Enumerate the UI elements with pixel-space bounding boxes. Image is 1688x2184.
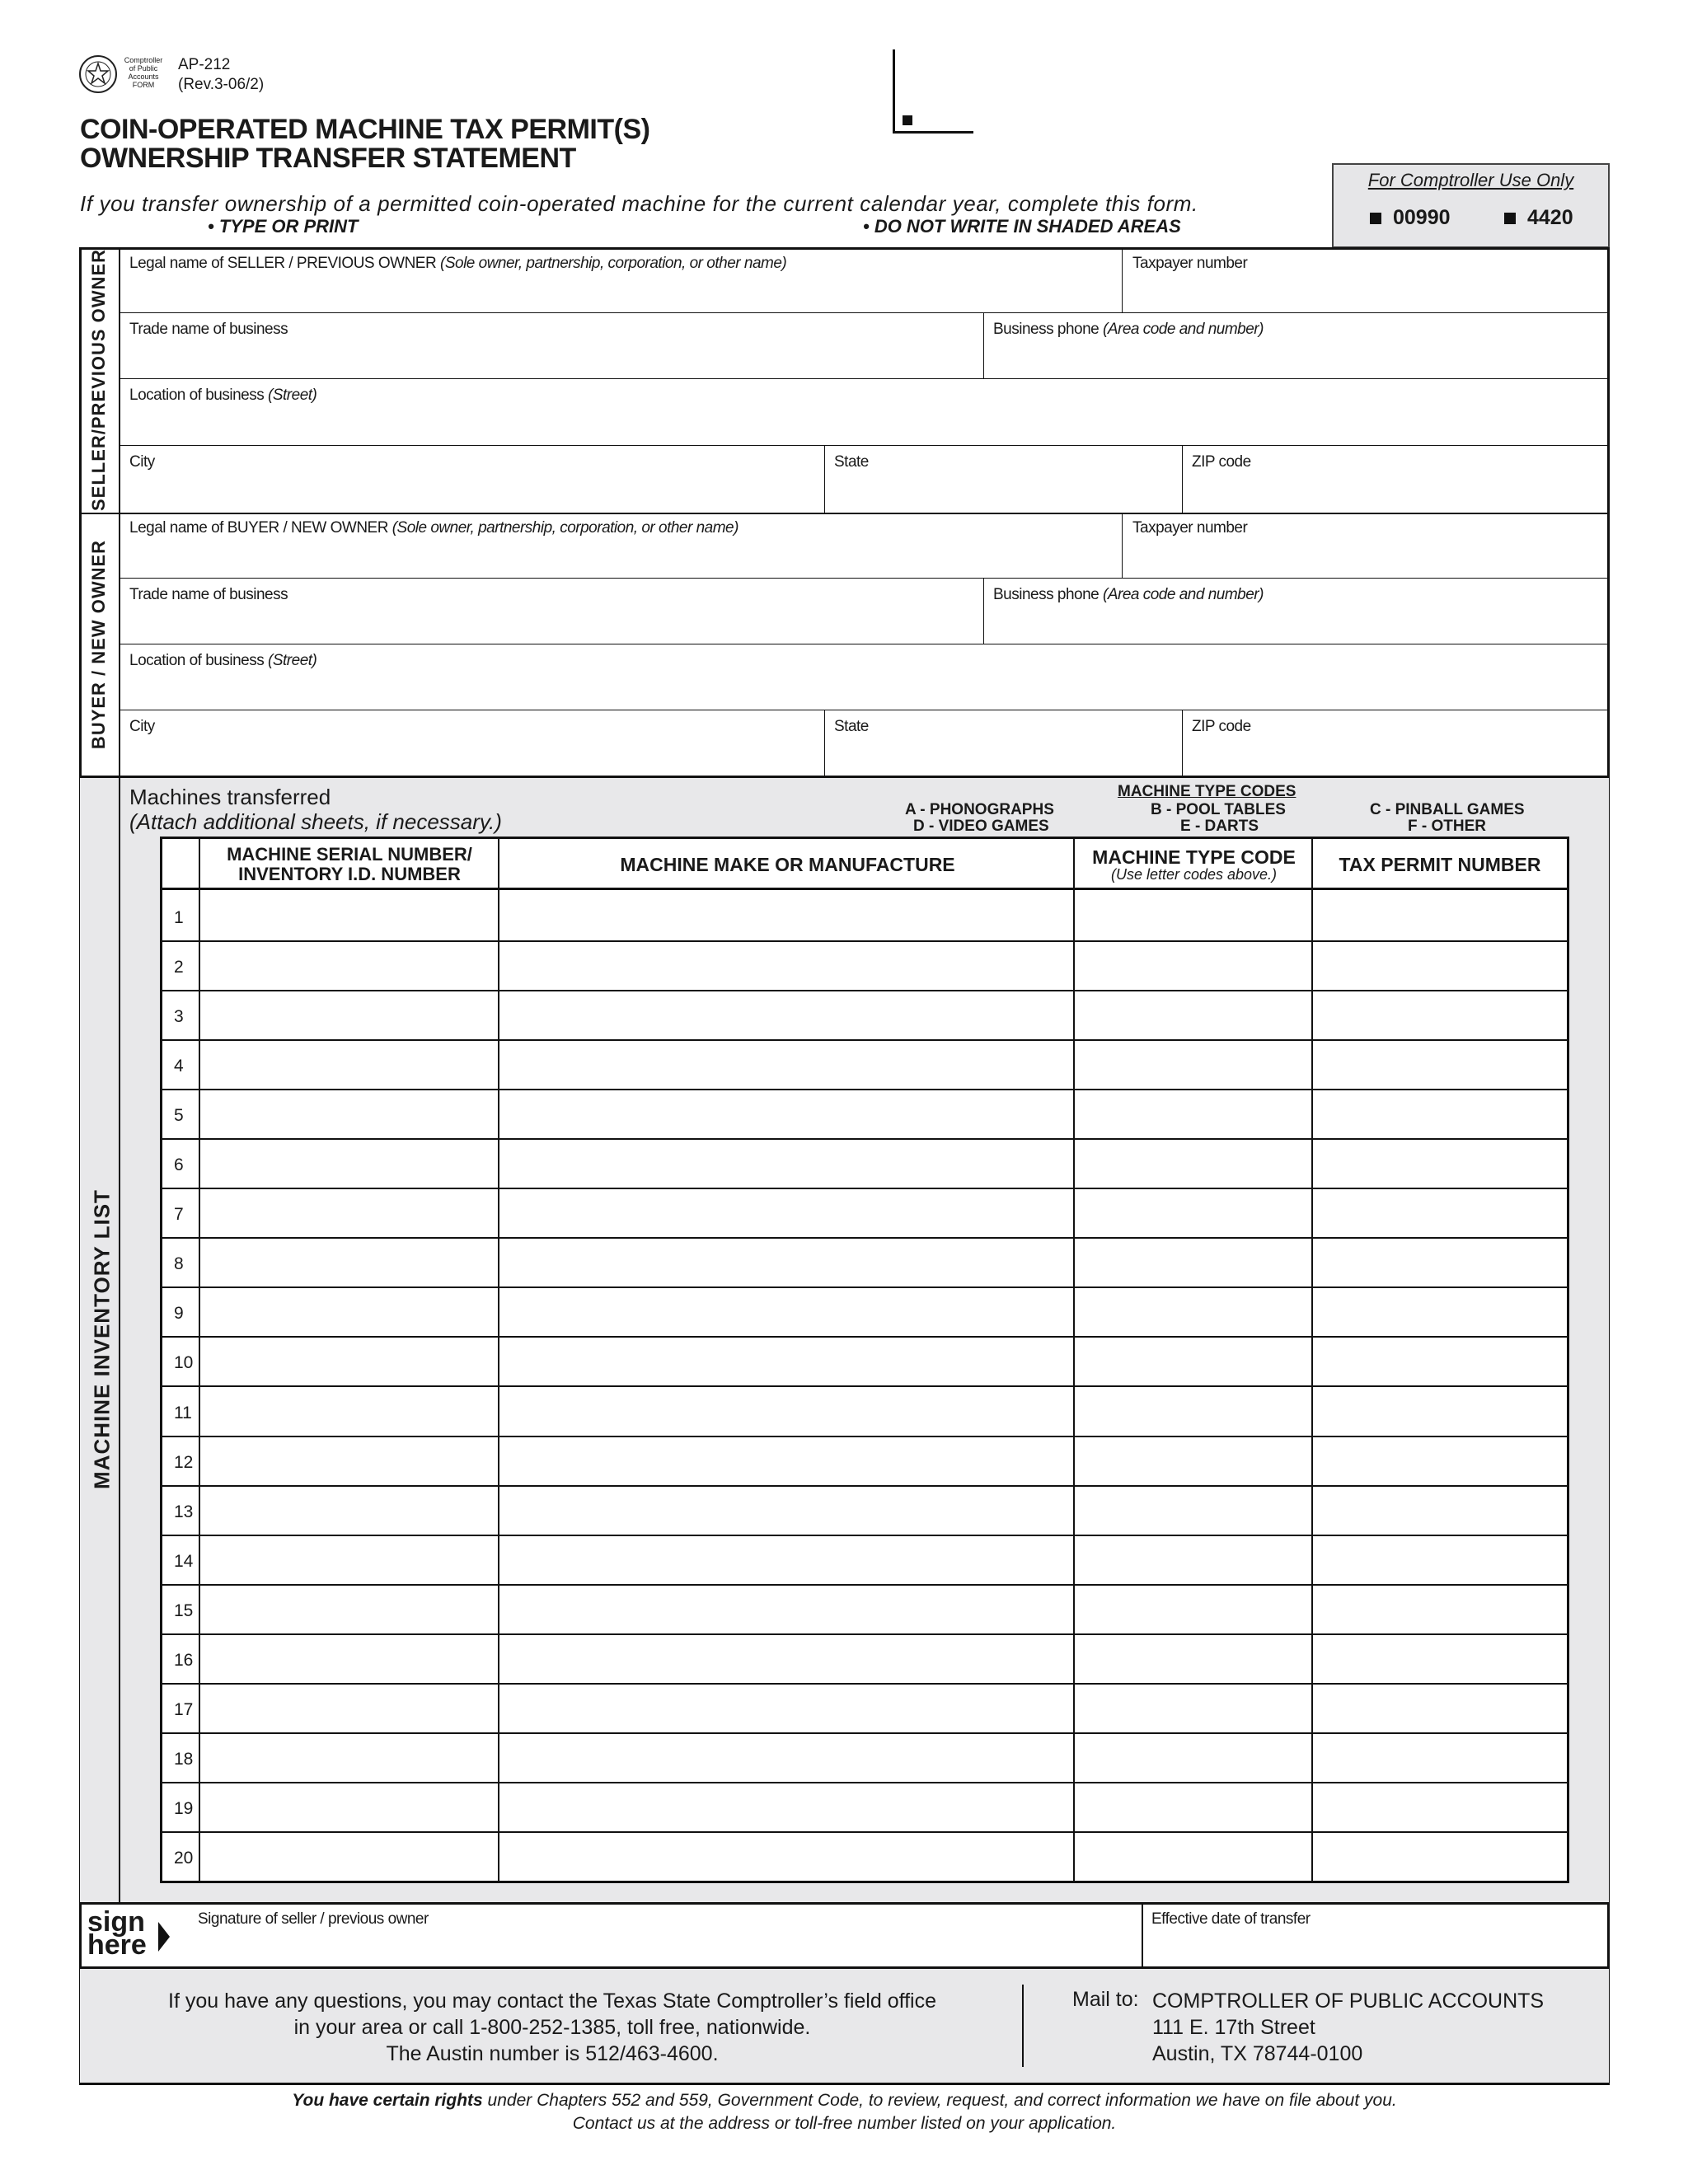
make-cell[interactable] xyxy=(500,1189,1073,1237)
seller-signature-field[interactable]: Signature of seller / previous owner xyxy=(198,1910,429,1928)
shaded-areas-note: • DO NOT WRITE IN SHADED AREAS xyxy=(863,216,1181,237)
make-cell[interactable] xyxy=(500,1388,1073,1436)
type-code-a: A - PHONOGRAPHS xyxy=(905,801,1054,818)
col-header-serial: MACHINE SERIAL NUMBER/ INVENTORY I.D. NUMBER xyxy=(227,844,472,884)
make-cell[interactable] xyxy=(500,1635,1073,1683)
serial-number-cell[interactable] xyxy=(201,991,498,1039)
contact-questions: If you have any questions, you may contact the Texas State Comptroller’s field office in your area or call 1-800-252-1385, toll free, nationwide. The Austin number is 512/463-4600. xyxy=(168,1990,936,2065)
make-cell[interactable] xyxy=(500,1288,1073,1336)
table-row xyxy=(162,1833,1567,1882)
buyer-section-label: BUYER / NEW OWNER xyxy=(88,539,109,750)
mail-address: COMPTROLLER OF PUBLIC ACCOUNTS 111 E. 17th Street Austin, TX 78744-0100 xyxy=(1152,1990,1545,2065)
permit-number-cell[interactable] xyxy=(1314,1189,1566,1237)
permit-number-cell[interactable] xyxy=(1314,1783,1566,1831)
serial-number-cell[interactable] xyxy=(201,942,498,990)
serial-number-cell[interactable] xyxy=(201,1338,498,1385)
row-number: 15 xyxy=(174,1601,194,1620)
inventory-section-label: MACHINE INVENTORY LIST xyxy=(89,1189,115,1489)
serial-number-cell[interactable] xyxy=(201,1189,498,1237)
permit-number-cell[interactable] xyxy=(1314,991,1566,1039)
make-cell[interactable] xyxy=(500,1437,1073,1485)
table-row xyxy=(162,1288,1567,1338)
serial-number-cell[interactable] xyxy=(201,1734,498,1782)
texas-seal-logo xyxy=(78,54,118,94)
row-number: 5 xyxy=(174,1106,184,1126)
table-row xyxy=(162,1338,1567,1387)
type-code-cell[interactable] xyxy=(1076,1239,1311,1286)
row-number: 6 xyxy=(174,1155,184,1175)
type-code-b: B - POOL TABLES xyxy=(1151,801,1286,818)
make-cell[interactable] xyxy=(500,1833,1073,1882)
permit-number-cell[interactable] xyxy=(1314,1833,1566,1882)
make-cell[interactable] xyxy=(500,1041,1073,1089)
type-code-cell[interactable] xyxy=(1076,1635,1311,1683)
serial-number-cell[interactable] xyxy=(201,1239,498,1286)
type-code-cell[interactable] xyxy=(1076,1090,1311,1138)
permit-number-cell[interactable] xyxy=(1314,942,1566,990)
type-code-cell[interactable] xyxy=(1076,991,1311,1039)
registration-mark-base xyxy=(893,131,973,134)
permit-number-cell[interactable] xyxy=(1314,1487,1566,1535)
permit-number-cell[interactable] xyxy=(1314,1437,1566,1485)
table-row xyxy=(162,942,1567,991)
rights-notice: You have certain rights under Chapters 552 and 559, Government Code, to review, request, and correct information we have on file about you. Contact us at the address or toll-free number listed on your application. xyxy=(292,2091,1397,2133)
row-number: 9 xyxy=(174,1304,184,1324)
serial-number-cell[interactable] xyxy=(201,1090,498,1138)
permit-number-cell[interactable] xyxy=(1314,1140,1566,1188)
permit-number-cell[interactable] xyxy=(1314,1338,1566,1385)
seller-taxpayer-number-field[interactable]: Taxpayer number xyxy=(1132,255,1248,272)
seller-state-field[interactable]: State xyxy=(834,453,869,471)
inventory-table xyxy=(160,837,1569,1883)
table-row xyxy=(162,1437,1567,1487)
type-code-cell[interactable] xyxy=(1076,1189,1311,1237)
table-row xyxy=(162,893,1567,942)
serial-number-cell[interactable] xyxy=(201,1288,498,1336)
make-cell[interactable] xyxy=(500,893,1073,940)
col-header-permit: TAX PERMIT NUMBER xyxy=(1339,854,1541,875)
row-number: 8 xyxy=(174,1254,184,1274)
logo-text: Comptroller of Public Accounts FORM xyxy=(124,56,163,89)
buyer-city-field[interactable]: City xyxy=(129,718,155,735)
seller-trade-name-field[interactable]: Trade name of business xyxy=(129,321,288,338)
table-row xyxy=(162,1388,1567,1437)
make-cell[interactable] xyxy=(500,1586,1073,1633)
attach-sheets-note: (Attach additional sheets, if necessary.) xyxy=(129,809,502,834)
row-number: 19 xyxy=(174,1798,194,1818)
comptroller-use-box xyxy=(1332,163,1610,248)
row-number: 12 xyxy=(174,1452,194,1472)
make-cell[interactable] xyxy=(500,1140,1073,1188)
buyer-business-phone-field[interactable]: Business phone (Area code and number) xyxy=(993,586,1264,603)
permit-number-cell[interactable] xyxy=(1314,1388,1566,1436)
mail-to-label: Mail to: xyxy=(1072,1988,1139,2011)
type-code-c: C - PINBALL GAMES xyxy=(1370,801,1525,818)
table-row xyxy=(162,1635,1567,1685)
comptroller-code-1: 00990 xyxy=(1370,206,1451,230)
type-code-cell[interactable] xyxy=(1076,1388,1311,1436)
buyer-location-field[interactable]: Location of business (Street) xyxy=(129,652,317,669)
row-number: 3 xyxy=(174,1007,184,1027)
type-code-cell[interactable] xyxy=(1076,1685,1311,1732)
comptroller-code-2: 4420 xyxy=(1504,206,1573,230)
serial-number-cell[interactable] xyxy=(201,1140,498,1188)
serial-number-cell[interactable] xyxy=(201,1833,498,1882)
col-header-make: MACHINE MAKE OR MANUFACTURE xyxy=(620,854,955,875)
type-code-cell[interactable] xyxy=(1076,1140,1311,1188)
permit-number-cell[interactable] xyxy=(1314,893,1566,940)
make-cell[interactable] xyxy=(500,1338,1073,1385)
registration-square xyxy=(903,115,912,125)
col-header-type-code: MACHINE TYPE CODE (Use letter codes above.) xyxy=(1092,846,1296,883)
table-row xyxy=(162,1239,1567,1288)
type-code-cell[interactable] xyxy=(1076,1487,1311,1535)
serial-number-cell[interactable] xyxy=(201,1635,498,1683)
seller-section-label: SELLER/PREVIOUS OWNER xyxy=(88,248,109,512)
type-code-cell[interactable] xyxy=(1076,893,1311,940)
table-row xyxy=(162,991,1567,1041)
row-number: 16 xyxy=(174,1650,194,1670)
make-cell[interactable] xyxy=(500,1685,1073,1732)
type-code-cell[interactable] xyxy=(1076,1783,1311,1831)
type-code-cell[interactable] xyxy=(1076,1833,1311,1882)
permit-number-cell[interactable] xyxy=(1314,1090,1566,1138)
buyer-legal-name-field[interactable]: Legal name of BUYER / NEW OWNER (Sole owner, partnership, corporation, or other name) xyxy=(129,519,738,537)
permit-number-cell[interactable] xyxy=(1314,1239,1566,1286)
form-instruction: If you transfer ownership of a permitted coin-operated machine for the current calendar year, complete this form. xyxy=(80,191,1198,216)
table-row xyxy=(162,1586,1567,1635)
form-revision: (Rev.3-06/2) xyxy=(178,76,265,93)
serial-number-cell[interactable] xyxy=(201,1685,498,1732)
permit-number-cell[interactable] xyxy=(1314,1041,1566,1089)
table-row xyxy=(162,1783,1567,1833)
type-code-d: D - VIDEO GAMES xyxy=(913,818,1049,835)
square-bullet-icon xyxy=(1370,213,1381,224)
seller-zip-field[interactable]: ZIP code xyxy=(1192,453,1251,471)
permit-number-cell[interactable] xyxy=(1314,1288,1566,1336)
buyer-zip-field[interactable]: ZIP code xyxy=(1192,718,1251,735)
machines-transferred-heading: Machines transferred xyxy=(129,785,331,809)
type-code-cell[interactable] xyxy=(1076,942,1311,990)
seller-city-field[interactable]: City xyxy=(129,453,155,471)
row-number: 14 xyxy=(174,1551,194,1571)
row-number: 18 xyxy=(174,1749,194,1769)
row-number: 10 xyxy=(174,1353,194,1373)
type-code-e: E - DARTS xyxy=(1180,818,1259,835)
serial-number-cell[interactable] xyxy=(201,1586,498,1633)
make-cell[interactable] xyxy=(500,942,1073,990)
table-row xyxy=(162,1487,1567,1536)
make-cell[interactable] xyxy=(500,991,1073,1039)
type-code-cell[interactable] xyxy=(1076,1437,1311,1485)
table-row xyxy=(162,1685,1567,1734)
buyer-trade-name-field[interactable]: Trade name of business xyxy=(129,586,288,603)
row-number: 17 xyxy=(174,1699,194,1719)
form-title: COIN-OPERATED MACHINE TAX PERMIT(S) OWNERSHIP TRANSFER STATEMENT xyxy=(80,114,650,174)
type-code-cell[interactable] xyxy=(1076,1734,1311,1782)
row-number: 7 xyxy=(174,1205,184,1225)
square-bullet-icon xyxy=(1504,213,1516,224)
serial-number-cell[interactable] xyxy=(201,1041,498,1089)
sign-here-arrow-icon xyxy=(158,1922,170,1956)
serial-number-cell[interactable] xyxy=(201,1783,498,1831)
effective-date-field[interactable]: Effective date of transfer xyxy=(1151,1910,1311,1928)
table-row xyxy=(162,1041,1567,1090)
row-number: 20 xyxy=(174,1848,194,1868)
make-cell[interactable] xyxy=(500,1536,1073,1584)
row-number: 1 xyxy=(174,908,184,927)
permit-number-cell[interactable] xyxy=(1314,1536,1566,1584)
type-code-cell[interactable] xyxy=(1076,1338,1311,1385)
serial-number-cell[interactable] xyxy=(201,1536,498,1584)
seller-business-phone-field[interactable]: Business phone (Area code and number) xyxy=(993,321,1264,338)
permit-number-cell[interactable] xyxy=(1314,1734,1566,1782)
sign-here-marker: sign here xyxy=(87,1906,147,1961)
row-number: 13 xyxy=(174,1502,194,1521)
type-code-cell[interactable] xyxy=(1076,1536,1311,1584)
row-number: 2 xyxy=(174,958,184,977)
table-row xyxy=(162,1734,1567,1783)
machine-type-codes-title: MACHINE TYPE CODES xyxy=(1118,783,1296,800)
make-cell[interactable] xyxy=(500,1734,1073,1782)
registration-mark xyxy=(893,49,895,134)
table-row xyxy=(162,1090,1567,1140)
table-row xyxy=(162,1536,1567,1586)
type-or-print-note: • TYPE OR PRINT xyxy=(208,216,359,237)
permit-number-cell[interactable] xyxy=(1314,1685,1566,1732)
serial-number-cell[interactable] xyxy=(201,1487,498,1535)
type-code-f: F - OTHER xyxy=(1408,818,1486,835)
make-cell[interactable] xyxy=(500,1239,1073,1286)
row-number: 11 xyxy=(174,1403,192,1422)
permit-number-cell[interactable] xyxy=(1314,1586,1566,1633)
make-cell[interactable] xyxy=(500,1783,1073,1831)
buyer-state-field[interactable]: State xyxy=(834,718,869,735)
type-code-cell[interactable] xyxy=(1076,1041,1311,1089)
table-row xyxy=(162,1140,1567,1189)
make-cell[interactable] xyxy=(500,1487,1073,1535)
type-code-cell[interactable] xyxy=(1076,1586,1311,1633)
seller-location-field[interactable]: Location of business (Street) xyxy=(129,387,317,404)
make-cell[interactable] xyxy=(500,1090,1073,1138)
type-code-cell[interactable] xyxy=(1076,1288,1311,1336)
serial-number-cell[interactable] xyxy=(201,1388,498,1436)
table-header-row xyxy=(162,839,1567,890)
form-number: AP-212 xyxy=(178,56,231,73)
permit-number-cell[interactable] xyxy=(1314,1635,1566,1683)
buyer-taxpayer-number-field[interactable]: Taxpayer number xyxy=(1132,519,1248,537)
row-number: 4 xyxy=(174,1057,184,1076)
table-row xyxy=(162,1189,1567,1239)
comptroller-use-label: For Comptroller Use Only xyxy=(1367,170,1574,190)
seller-legal-name-field[interactable]: Legal name of SELLER / PREVIOUS OWNER (Sole owner, partnership, corporation, or other name) xyxy=(129,255,787,272)
serial-number-cell[interactable] xyxy=(201,1437,498,1485)
serial-number-cell[interactable] xyxy=(201,893,498,940)
